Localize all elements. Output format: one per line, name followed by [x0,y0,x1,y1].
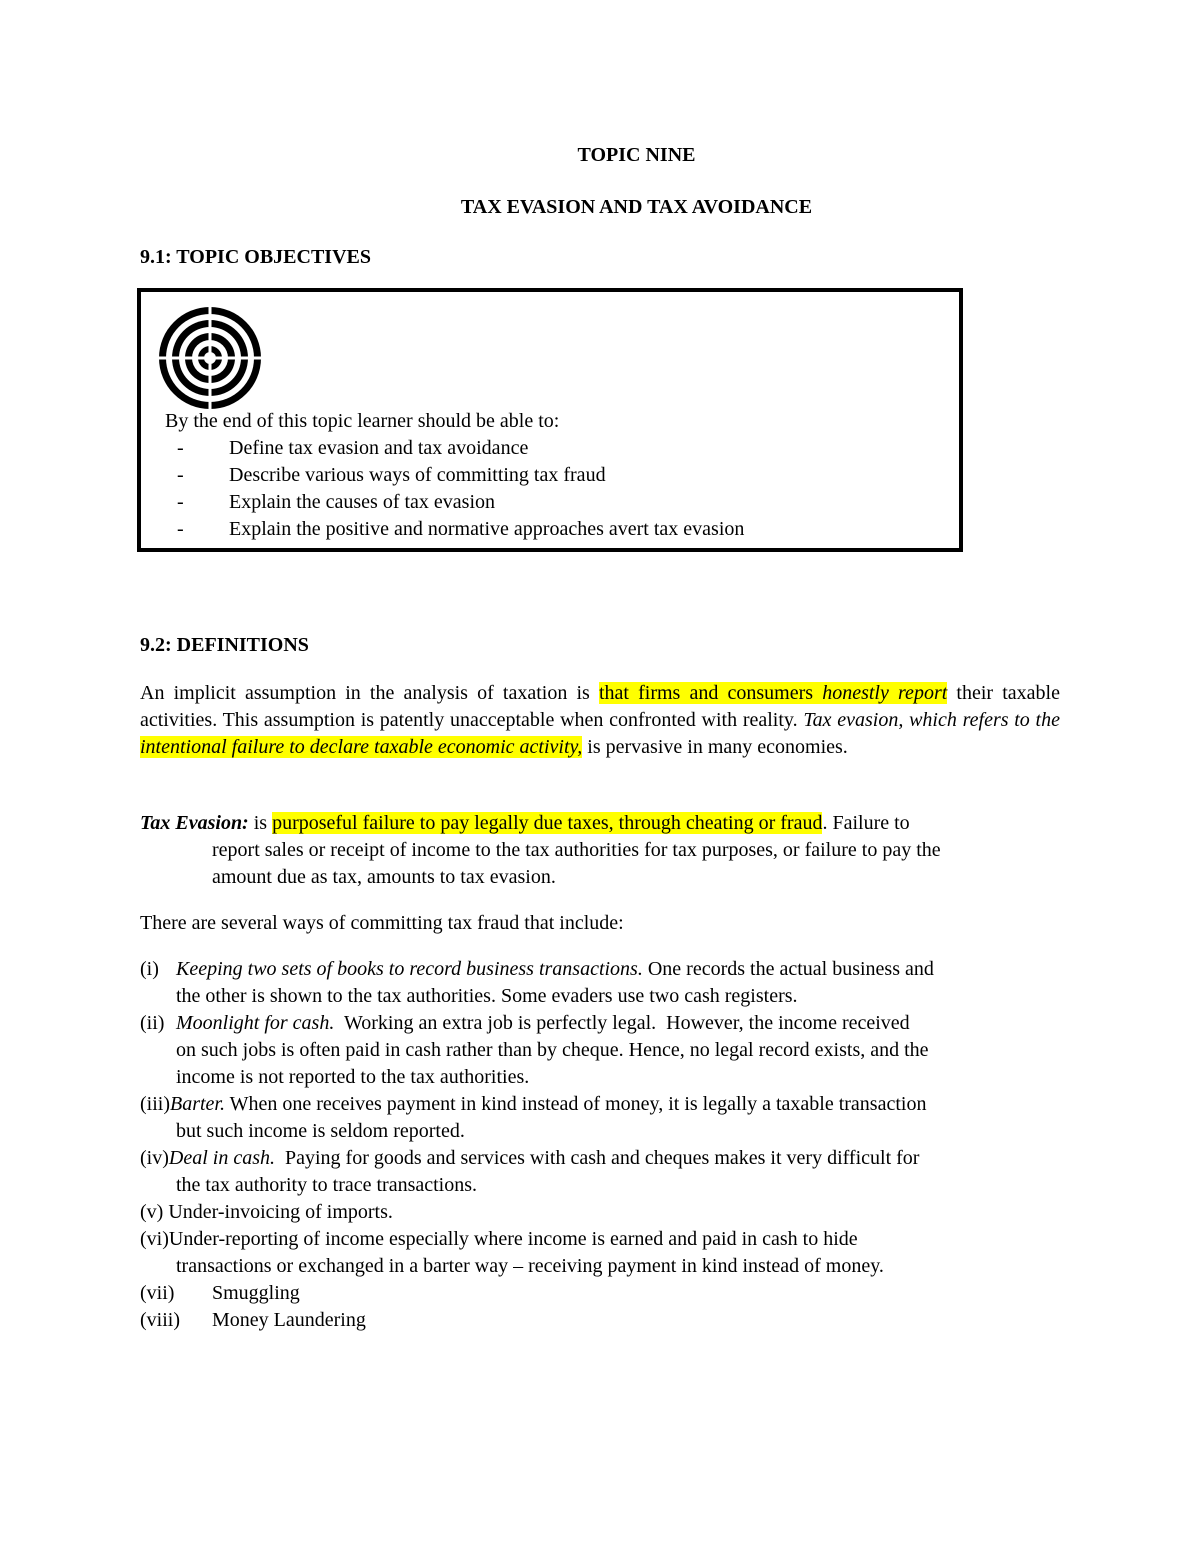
list-item-iii-cont: but such income is seldom reported. [176,1120,465,1142]
tax-evasion-definition-cont: report sales or receipt of income to the tax authorities for tax purposes, or failure to pay the [212,839,941,861]
target-icon [158,306,262,410]
topic-subtitle: TAX EVASION AND TAX AVOIDANCE [460,196,813,218]
tax-evasion-definition: Tax Evasion: is purposeful failure to pay legally due taxes, through cheating or fraud. Failure to [140,812,910,834]
objectives-heading: 9.1: TOPIC OBJECTIVES [140,246,371,268]
list-item-ii-cont: on such jobs is often paid in cash rather than by cheque. Hence, no legal record exists, and the [176,1039,929,1061]
tax-evasion-definition-cont: amount due as tax, amounts to tax evasion. [212,866,556,888]
tax-fraud-intro: There are several ways of committing tax fraud that include: [140,912,624,934]
list-item-vi: (vi)Under-reporting of income especially where income is earned and paid in cash to hide [140,1228,858,1250]
list-item-iii: (iii)Barter. When one receives payment in kind instead of money, it is legally a taxable transaction [140,1093,927,1115]
list-item-ii: (ii) Moonlight for cash. Working an extra job is perfectly legal. However, the income received [140,1012,910,1034]
list-item-vii: (vii) Smuggling [140,1282,300,1304]
list-item-viii: (viii) Money Laundering [140,1309,366,1331]
paragraph-implicit-assumption: An implicit assumption in the analysis of taxation is that firms and consumers honestly report their taxable activities. This assumption is patently unacceptable when confronted with reality. Tax evasion, which refers to the intentional failure to declare taxable economic activity, is pervasive in many economies. [140,682,1060,758]
definitions-heading: 9.2: DEFINITIONS [140,634,309,656]
list-item-v: (v) Under-invoicing of imports. [140,1201,393,1223]
list-item-ii-cont: income is not reported to the tax authorities. [176,1066,530,1088]
list-item-iv-cont: the tax authority to trace transactions. [176,1174,478,1196]
objective-item: - Describe various ways of committing tax fraud [177,464,606,486]
list-item-vi-cont: transactions or exchanged in a barter way – receiving payment in kind instead of money. [176,1255,884,1277]
list-item-i-cont: the other is shown to the tax authorities. Some evaders use two cash registers. [176,985,798,1007]
objective-item: - Explain the causes of tax evasion [177,491,496,513]
objectives-box [137,288,963,552]
objectives-intro: By the end of this topic learner should be able to: [165,410,560,432]
objectives-list [165,408,744,543]
objective-item: - Explain the positive and normative approaches avert tax evasion [177,518,745,540]
objective-item: - Define tax evasion and tax avoidance [177,437,529,459]
list-item-i: (i) Keeping two sets of books to record business transactions. One records the actual business and [140,958,934,980]
topic-title: TOPIC NINE [577,144,696,166]
list-item-iv: (iv)Deal in cash. Paying for goods and services with cash and cheques makes it very difficult for [140,1147,920,1169]
